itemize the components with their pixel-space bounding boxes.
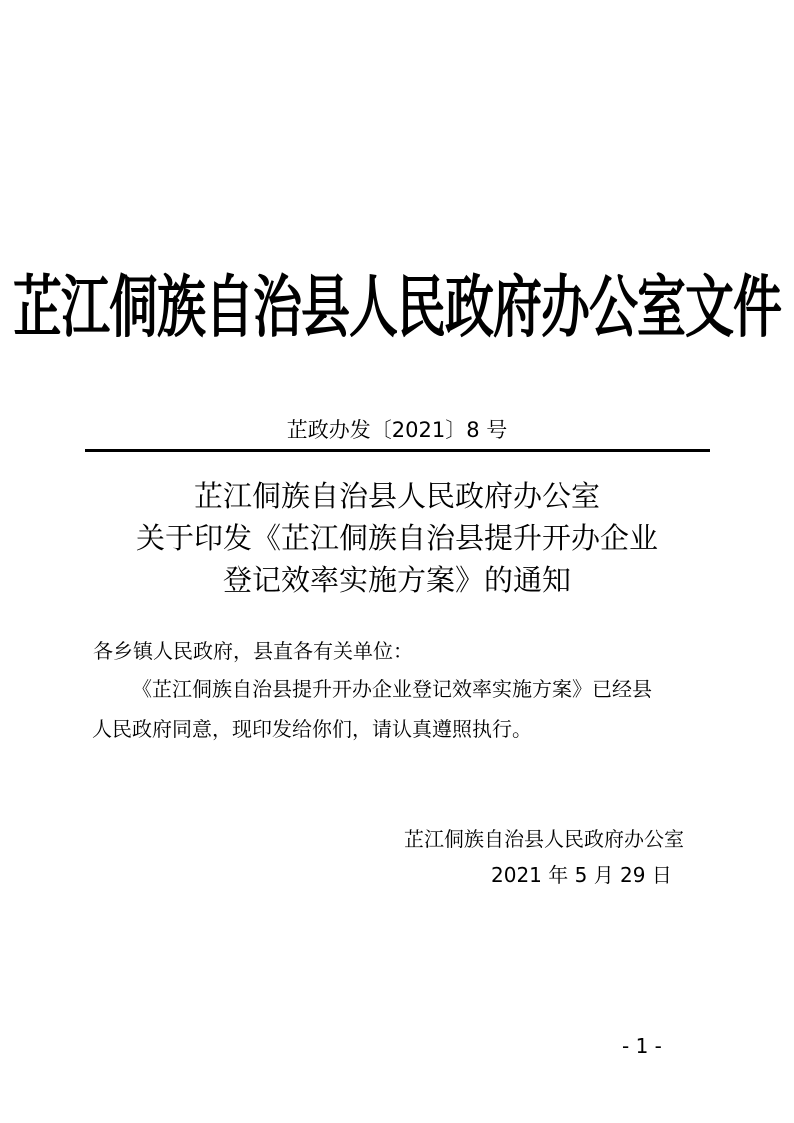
salutation: 各乡镇人民政府，县直各有关单位： [93, 639, 413, 663]
document-number: 芷政办发〔2021〕8 号 [286, 418, 508, 442]
notice-title-line: 登记效率实施方案》的通知 [222, 563, 571, 597]
document-header: 芷江侗族自治县人民政府办公室文件 [12, 266, 781, 348]
page-number: - 1 - [622, 1034, 662, 1058]
notice-title [0, 475, 794, 601]
notice-title-line: 芷江侗族自治县人民政府办公室 [193, 479, 600, 513]
signature-date: 2021 年 5 月 29 日 [491, 863, 672, 887]
header-separator-line [85, 449, 710, 452]
signature-organization: 芷江侗族自治县人民政府办公室 [404, 827, 684, 851]
notice-title-line: 关于印发《芷江侗族自治县提升开办企业 [135, 521, 658, 555]
body-paragraph-line: 人民政府同意，现印发给你们，请认真遵照执行。 [92, 717, 532, 741]
body-paragraph-line: 《芷江侗族自治县提升开办企业登记效率实施方案》已经县 [132, 677, 652, 701]
